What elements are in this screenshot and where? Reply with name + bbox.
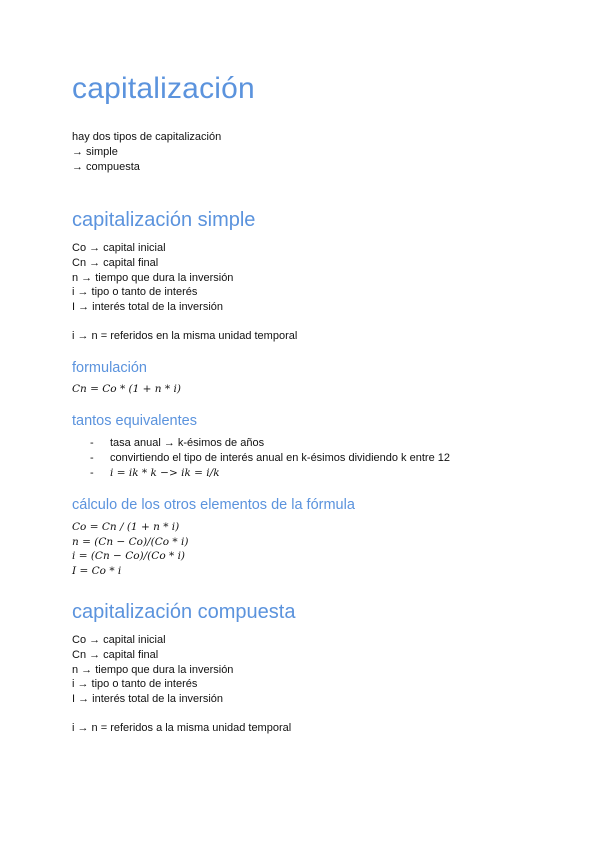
definition-line: Co → capital inicial xyxy=(72,242,166,254)
page-title: capitalización xyxy=(72,72,255,105)
definition-line: Cn → capital final xyxy=(72,256,159,269)
definition-line: n → tiempo que dura la inversión xyxy=(72,663,234,676)
subheading-tantos: tantos equivalentes xyxy=(72,413,197,429)
definition-line: i → tipo o tanto de interés xyxy=(72,286,198,299)
formula-line: i = (Cn − Co)/(Co * i) xyxy=(72,550,186,563)
formula-line: Cn = Co * (1 + n * i) xyxy=(72,383,181,395)
tantos-list xyxy=(90,436,450,480)
subheading-calculo: cálculo de los otros elementos de la fórmula xyxy=(72,497,355,513)
definitions-simple xyxy=(72,241,233,315)
formula-line: I = Co * i xyxy=(72,564,122,577)
bullet-marker: - xyxy=(90,451,94,464)
note-line: i → n = referidos a la misma unidad temporal xyxy=(72,722,292,734)
formula-line: n = (Cn − Co)/(Co * i) xyxy=(72,535,189,548)
definition-line: I → interés total de la inversión xyxy=(72,301,224,314)
note-compuesta xyxy=(72,721,291,736)
list-item xyxy=(90,466,450,481)
list-item-formula: i = ik * k −> ik = i/k xyxy=(110,466,220,479)
formula-line: Co = Cn / (1 + n * i) xyxy=(72,521,180,533)
bullet-marker: - xyxy=(90,437,94,449)
intro-line: → compuesta xyxy=(72,160,140,173)
definition-line: Cn → capital final xyxy=(72,648,159,661)
definition-line: I → interés total de la inversión xyxy=(72,693,224,706)
formula-block xyxy=(72,520,188,578)
list-item-text: tasa anual → k-ésimos de años xyxy=(110,437,265,449)
list-item xyxy=(90,436,450,451)
bullet-marker: - xyxy=(90,466,94,479)
intro-block xyxy=(72,130,221,174)
section-heading-compuesta: capitalización compuesta xyxy=(72,601,296,623)
list-item-text: convirtiendo el tipo de interés anual en k-ésimos dividiendo k entre 12 xyxy=(110,451,450,464)
note-simple xyxy=(72,329,297,344)
definition-line: i → tipo o tanto de interés xyxy=(72,678,198,691)
definition-line: n → tiempo que dura la inversión xyxy=(72,271,234,284)
definitions-compuesta xyxy=(72,633,233,707)
intro-line: → simple xyxy=(72,145,118,158)
list-item xyxy=(90,451,450,466)
note-line: i → n = referidos en la misma unidad temporal xyxy=(72,330,298,342)
formula-block xyxy=(72,382,181,397)
definition-line: Co → capital inicial xyxy=(72,634,166,646)
section-heading-simple: capitalización simple xyxy=(72,209,256,231)
intro-line: hay dos tipos de capitalización xyxy=(72,131,222,143)
subheading-formulacion: formulación xyxy=(72,360,147,376)
